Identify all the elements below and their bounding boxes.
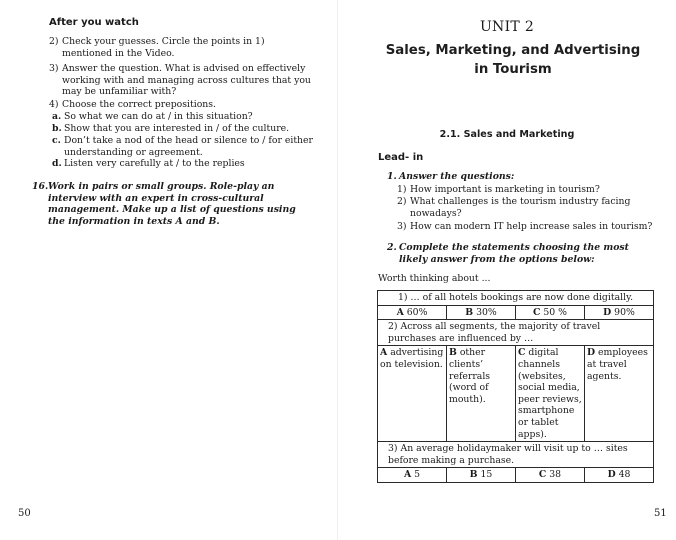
subitem-letter: a. bbox=[52, 111, 62, 122]
subitem-letter: d. bbox=[52, 158, 62, 169]
option-cell: C 38 bbox=[516, 468, 585, 483]
subitem-letter: b. bbox=[52, 123, 62, 134]
options-table bbox=[377, 290, 654, 483]
option-cell: D 90% bbox=[585, 305, 654, 320]
subitem-b bbox=[52, 123, 314, 135]
question-number: 2) bbox=[397, 196, 407, 207]
question-number: 3) bbox=[397, 221, 407, 232]
item-2 bbox=[49, 36, 311, 59]
task-number: 2. bbox=[387, 242, 397, 253]
option-cell: C digital channels (websites, social media, peer reviews, smartphone or tablet apps). bbox=[516, 346, 585, 442]
page-number-right: 51 bbox=[654, 508, 667, 519]
option-cell: A advertising on television. bbox=[378, 346, 447, 442]
option-cell: B other clients’ referrals (word of mouth). bbox=[447, 346, 516, 442]
question-2-cell: 2) Across all segments, the majority of travel purchases are influenced by … bbox=[378, 320, 654, 346]
item-number: 3) bbox=[49, 63, 59, 74]
task-text: Complete the statements choosing the most likely answer from the options below: bbox=[399, 242, 629, 265]
question-3 bbox=[397, 221, 662, 233]
item-text: Choose the correct prepositions. bbox=[62, 99, 217, 110]
subitem-letter: c. bbox=[52, 135, 61, 146]
section-heading: 2.1. Sales and Marketing bbox=[439, 129, 575, 140]
exercise-number: 16. bbox=[32, 181, 49, 192]
table-row bbox=[378, 346, 654, 442]
table-row bbox=[378, 305, 654, 320]
question-2 bbox=[397, 196, 662, 219]
table-row bbox=[378, 291, 654, 306]
question-text: How can modern IT help increase sales in tourism? bbox=[410, 221, 653, 232]
option-cell: B 30% bbox=[447, 305, 516, 320]
option-cell: D 48 bbox=[585, 468, 654, 483]
question-3-cell: 3) An average holidaymaker will visit up to … sites before making a purchase. bbox=[378, 442, 654, 468]
question-1 bbox=[397, 184, 662, 196]
page-number-left: 50 bbox=[18, 508, 31, 519]
option-cell: D employees at travel agents. bbox=[585, 346, 654, 442]
item-text: Check your guesses. Circle the points in 1) mentioned in the Video. bbox=[62, 36, 265, 59]
option-cell: A 60% bbox=[378, 305, 447, 320]
worth-thinking-label: Worth thinking about ... bbox=[378, 273, 491, 284]
question-1-cell: 1) … of all hotels bookings are now done digitally. bbox=[378, 291, 654, 306]
task-text: Answer the questions: bbox=[399, 171, 515, 182]
subitem-a bbox=[52, 111, 314, 123]
unit-title: UNIT 2 bbox=[479, 19, 535, 35]
table-row bbox=[378, 468, 654, 483]
question-text: What challenges is the tourism industry facing nowadays? bbox=[410, 196, 631, 219]
item-text: Answer the question. What is advised on effectively working with and managing across cultures that you may be unfamiliar with? bbox=[62, 63, 311, 98]
question-text: How important is marketing in tourism? bbox=[410, 184, 600, 195]
item-3 bbox=[49, 63, 311, 98]
unit-subtitle: Sales, Marketing, and Advertising in Tourism bbox=[385, 43, 641, 77]
subitem-text: Listen very carefully at / to the replies bbox=[64, 158, 245, 169]
subitem-d bbox=[52, 158, 314, 170]
exercise-text: Work in pairs or small groups. Role-play an interview with an expert in cross-cultural management. Make up a list of questions using the information in texts A and B. bbox=[48, 181, 296, 227]
task-number: 1. bbox=[387, 171, 397, 182]
task-1 bbox=[387, 171, 657, 183]
subitem-text: So what we can do at / in this situation? bbox=[64, 111, 253, 122]
exercise-16 bbox=[32, 181, 314, 227]
lead-in-heading: Lead- in bbox=[378, 152, 424, 163]
item-number: 2) bbox=[49, 36, 59, 47]
subitem-text: Don’t take a nod of the head or silence to / for either understanding or agreement. bbox=[64, 135, 313, 158]
item-4 bbox=[49, 99, 311, 111]
right-page bbox=[338, 0, 676, 540]
option-cell: C 50 % bbox=[516, 305, 585, 320]
option-cell: A 5 bbox=[378, 468, 447, 483]
after-you-watch-heading: After you watch bbox=[49, 17, 139, 28]
option-cell: B 15 bbox=[447, 468, 516, 483]
table-row bbox=[378, 442, 654, 468]
subitem-text: Show that you are interested in / of the culture. bbox=[64, 123, 290, 134]
question-number: 1) bbox=[397, 184, 407, 195]
item-number: 4) bbox=[49, 99, 59, 110]
table-row bbox=[378, 320, 654, 346]
subitem-c bbox=[52, 135, 314, 158]
task-2 bbox=[387, 242, 657, 265]
